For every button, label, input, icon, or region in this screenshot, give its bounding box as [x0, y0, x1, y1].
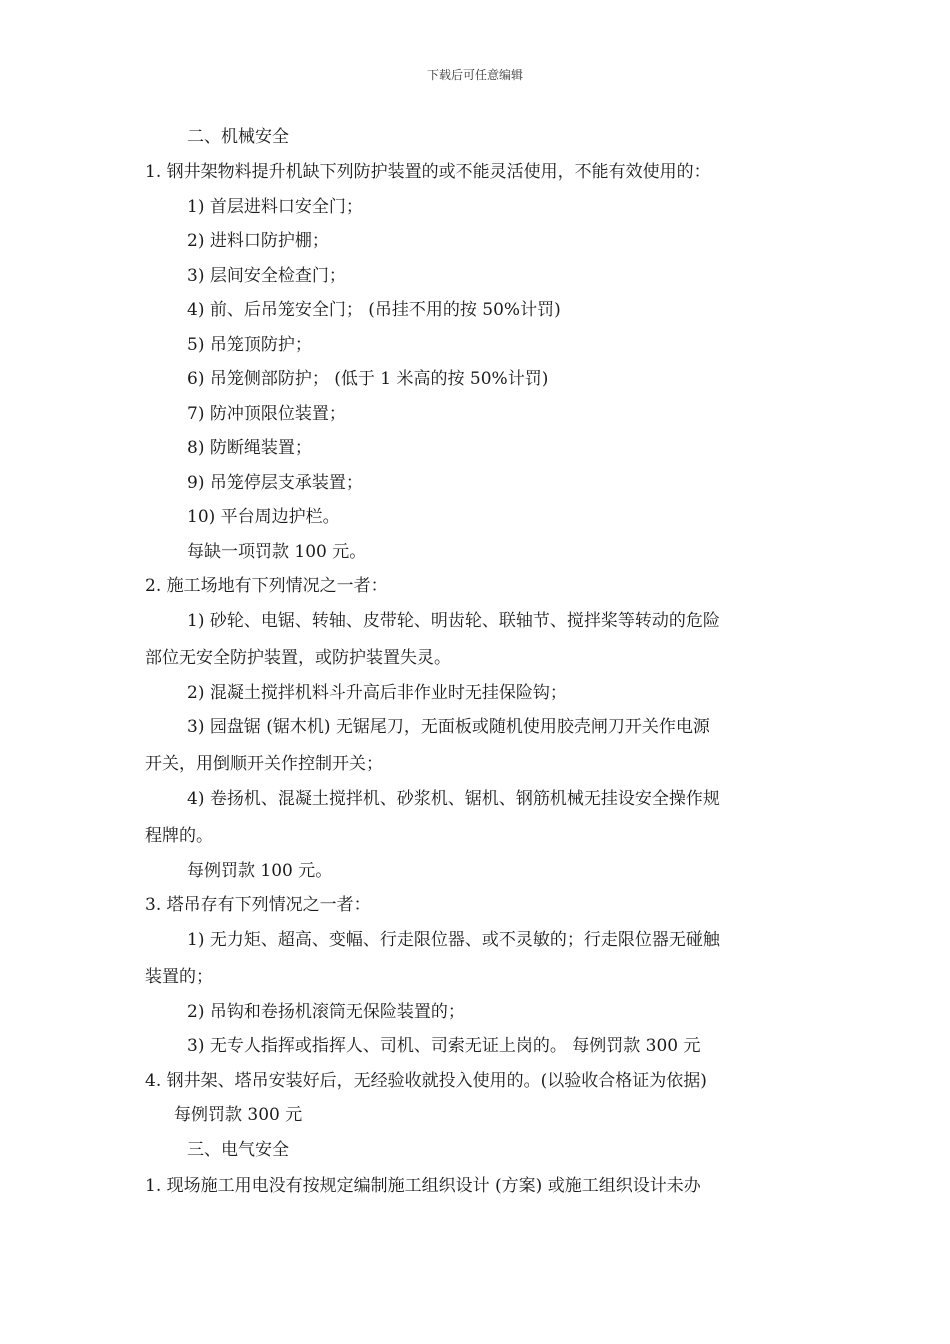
section-heading-electrical-safety: 三、电气安全 — [187, 1140, 289, 1160]
subitem-1-3: 3) 层间安全检查门； — [187, 266, 346, 286]
subitem-1-8: 8) 防断绳装置； — [187, 438, 312, 458]
subitem-3-1: 1) 无力矩、超高、变幅、行走限位器、或不灵敏的；行走限位器无碰触 — [187, 930, 720, 950]
subitem-1-5: 5) 吊笼顶防护； — [187, 335, 312, 355]
subitem-2-3: 3) 园盘锯 (锯木机) 无锯尾刀，无面板或随机使用胶壳闸刀开关作电源 — [187, 717, 710, 737]
subitem-3-3: 3) 无专人指挥或指挥人、司机、司索无证上岗的。 每例罚款 300 元 — [187, 1036, 701, 1056]
subitem-1-2: 2) 进料口防护棚； — [187, 231, 329, 251]
subitem-2-1-cont: 部位无安全防护装置，或防护装置失灵。 — [145, 648, 451, 668]
item-4-acceptance: 4. 钢井架、塔吊安装好后，无经验收就投入使用的。(以验收合格证为依据) — [145, 1071, 707, 1091]
subitem-1-1: 1) 首层进料口安全门； — [187, 197, 363, 217]
subitem-2-4-cont: 程牌的。 — [145, 826, 213, 846]
subitem-1-7: 7) 防冲顶限位装置； — [187, 404, 346, 424]
item-3-tower-crane: 3. 塔吊存有下列情况之一者： — [145, 895, 371, 915]
subitem-2-4: 4) 卷扬机、混凝土搅拌机、砂浆机、锯机、钢筋机械无挂设安全操作规 — [187, 789, 720, 809]
subitem-2-1: 1) 砂轮、电锯、转轴、皮带轮、明齿轮、联轴节、搅拌桨等转动的危险 — [187, 611, 720, 631]
penalty-note-2: 每例罚款 100 元。 — [187, 861, 333, 881]
subitem-1-4: 4) 前、后吊笼安全门； (吊挂不用的按 50%计罚) — [187, 300, 561, 320]
subitem-2-2: 2) 混凝土搅拌机料斗升高后非作业时无挂保险钩； — [187, 683, 567, 703]
subitem-1-6: 6) 吊笼侧部防护； (低于 1 米高的按 50%计罚) — [187, 369, 549, 389]
item-elec-1: 1. 现场施工用电没有按规定编制施工组织设计 (方案) 或施工组织设计未办 — [145, 1176, 701, 1196]
penalty-note-1: 每缺一项罚款 100 元。 — [187, 542, 367, 562]
page-header: 下载后可任意编辑 — [426, 68, 523, 82]
item-1-hoist-protection: 1. 钢井架物料提升机缺下列防护装置的或不能灵活使用，不能有效使用的： — [145, 162, 711, 182]
subitem-1-9: 9) 吊笼停层支承装置； — [187, 473, 363, 493]
section-heading-mechanical-safety: 二、机械安全 — [187, 127, 289, 147]
subitem-3-2: 2) 吊钩和卷扬机滚筒无保险装置的； — [187, 1002, 465, 1022]
subitem-3-1-cont: 装置的； — [145, 967, 213, 987]
item-2-site-conditions: 2. 施工场地有下列情况之一者： — [145, 576, 388, 596]
subitem-2-3-cont: 开关，用倒顺开关作控制开关； — [145, 754, 383, 774]
penalty-note-4: 每例罚款 300 元 — [174, 1105, 303, 1125]
subitem-1-10: 10) 平台周边护栏。 — [187, 507, 340, 527]
